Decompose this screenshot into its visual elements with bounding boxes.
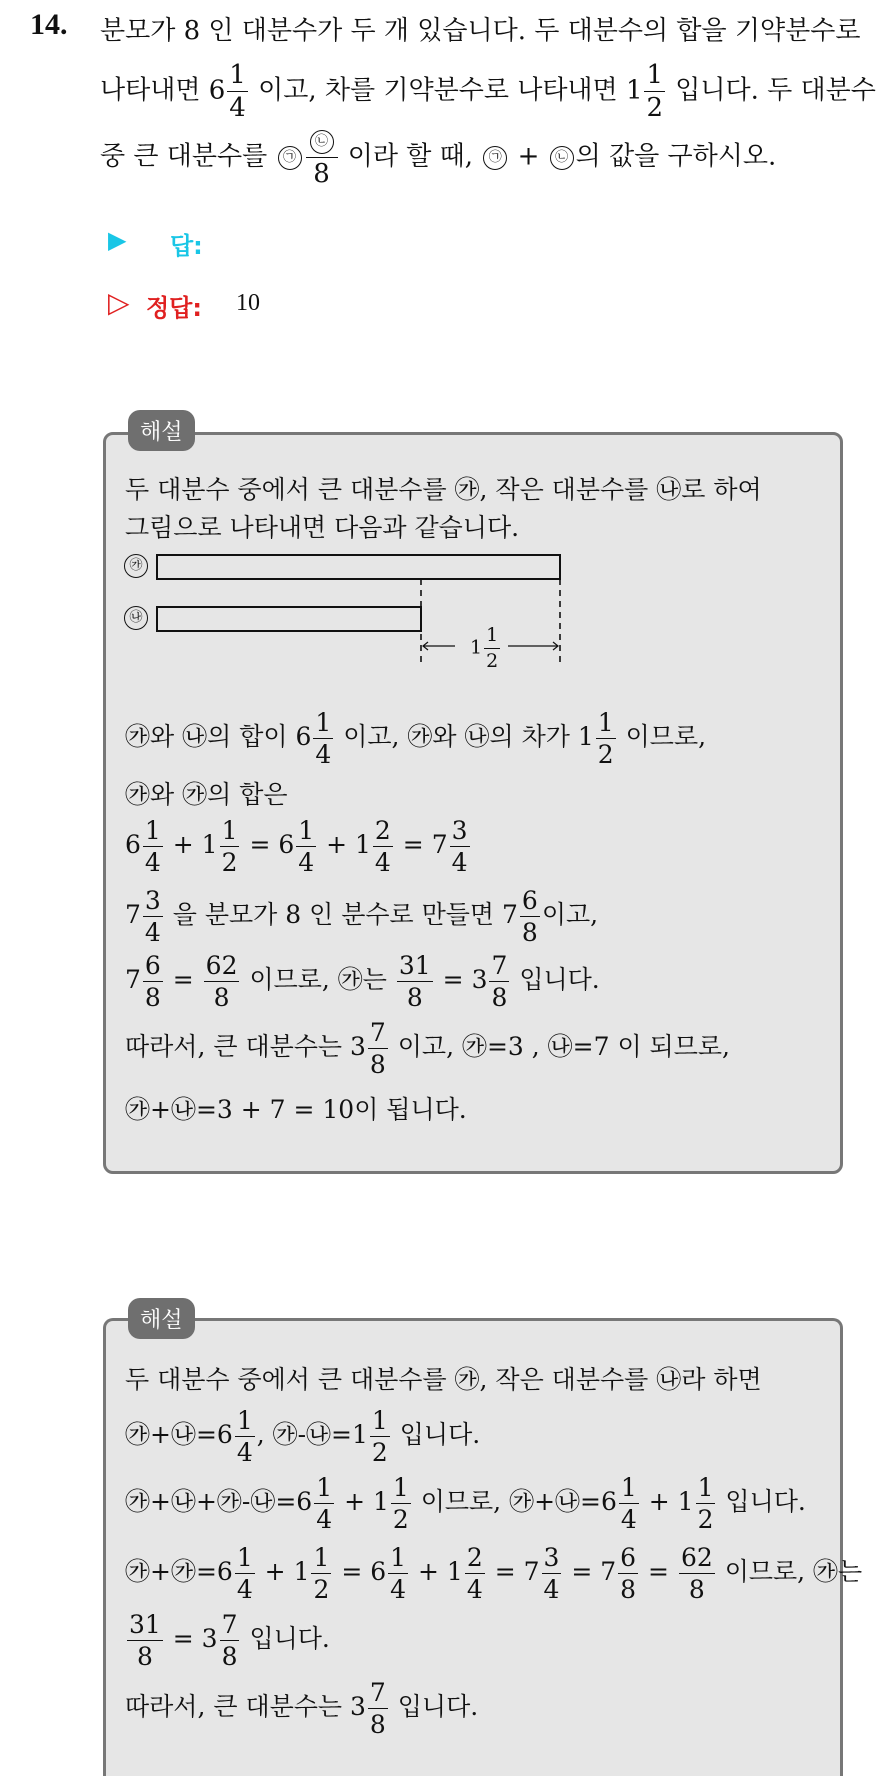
text: + 1	[344, 1487, 389, 1516]
text: ㉮+㉮=6	[125, 1557, 233, 1586]
denominator: 8	[521, 918, 538, 947]
solution-tag-2: 해설	[128, 1298, 195, 1339]
sol2-line-1: 두 대분수 중에서 큰 대분수를 ㉮, 작은 대분수를 ㉯라 하면	[125, 1365, 762, 1394]
sol1-line-7	[125, 953, 600, 1010]
denominator: 8	[221, 1642, 238, 1671]
fraction	[696, 1475, 716, 1532]
fraction	[143, 888, 163, 945]
denominator: 8	[144, 983, 161, 1012]
mixed-whole: 3	[350, 1032, 366, 1061]
numerator: 7	[369, 1678, 386, 1707]
sol2-line-4	[125, 1545, 862, 1602]
circled-letter: ㉠	[278, 146, 302, 170]
circled-letter: ㉠	[483, 146, 507, 170]
denominator: 2	[392, 1505, 409, 1534]
numerator: 31	[129, 1610, 161, 1639]
denominator: 4	[620, 1505, 637, 1534]
text: + 1	[648, 1487, 694, 1516]
fraction	[220, 1612, 240, 1669]
text: 따라서, 큰 대분수는	[125, 1032, 343, 1061]
question-line-3	[100, 128, 776, 187]
numerator: 1	[229, 60, 246, 90]
answer-arrow-icon: ▶	[108, 226, 127, 254]
operator: =	[402, 830, 424, 859]
numerator: 3	[543, 1543, 560, 1572]
denominator: 4	[316, 1505, 333, 1534]
denominator: 4	[543, 1575, 560, 1604]
mixed-whole: 7	[502, 900, 518, 929]
denominator: 4	[144, 918, 161, 947]
denominator: 4	[315, 740, 332, 769]
correct-answer-value: 10	[236, 290, 260, 316]
fraction	[306, 128, 338, 187]
sol1-line-8	[125, 1020, 730, 1077]
denominator: 2	[646, 93, 664, 123]
correct-arrow-icon: ▷	[108, 286, 130, 319]
text: 중 큰 대분수를	[100, 141, 268, 172]
text: , ㉮-㉯=1	[256, 1420, 368, 1449]
fraction	[235, 1545, 255, 1602]
correct-answer-label: 정답:	[146, 294, 202, 322]
denominator: 2	[371, 1438, 388, 1467]
fraction	[465, 1545, 485, 1602]
mixed-whole: 6	[295, 722, 312, 751]
denominator: 8	[679, 1573, 715, 1602]
text: 이고, 차를 기약분수로 나타내면	[258, 75, 618, 106]
sol1-line-5	[125, 818, 472, 875]
fraction	[520, 888, 540, 945]
fraction	[311, 1545, 331, 1602]
text: 나타내면	[100, 75, 201, 106]
mixed-whole: 7	[125, 900, 141, 929]
mixed-whole: 1	[470, 636, 483, 659]
denominator: 4	[451, 848, 468, 877]
fraction	[235, 1408, 255, 1465]
denominator: 4	[298, 848, 315, 877]
text: = 7	[571, 1557, 617, 1586]
text: 의 값을 구하시오.	[575, 141, 777, 172]
text: = 6	[341, 1557, 387, 1586]
denominator: 8	[397, 981, 433, 1010]
fraction	[679, 1545, 715, 1602]
fraction	[618, 1545, 638, 1602]
text: 입니다.	[725, 1487, 806, 1516]
text: 입니다. 두 대분수	[675, 75, 876, 106]
operator: =	[172, 965, 194, 994]
numerator: 62	[205, 951, 238, 980]
diagram-label-na: ㉯	[124, 606, 148, 630]
fraction	[368, 1020, 388, 1077]
fraction	[397, 953, 433, 1010]
fraction	[450, 818, 470, 875]
text: 이므로, ㉮는	[724, 1557, 863, 1586]
text: 이라 할 때,	[347, 141, 474, 172]
numerator: 1	[392, 1473, 409, 1502]
diagram-dimension	[470, 626, 502, 671]
fraction	[227, 62, 248, 121]
fraction	[542, 1545, 562, 1602]
denominator: 8	[620, 1575, 637, 1604]
mixed-whole: 1	[201, 830, 218, 859]
denominator: 4	[466, 1575, 483, 1604]
fraction	[127, 1612, 163, 1669]
mixed-whole: 1	[355, 830, 371, 859]
text: 이므로, ㉮는	[249, 965, 387, 994]
numerator: 1	[221, 816, 238, 845]
text: 이고, ㉮와 ㉯의 차가	[343, 722, 570, 751]
bar-diagram	[120, 545, 580, 670]
denominator: 2	[221, 848, 238, 877]
question-number: 14.	[30, 8, 68, 41]
numerator: 1	[298, 816, 315, 845]
numerator: 1	[316, 1473, 333, 1502]
denominator: 2	[313, 1575, 330, 1604]
sol1-line-9: ㉮+㉯=3 + 7 = 10이 됩니다.	[125, 1095, 467, 1124]
mixed-whole: 3	[471, 965, 488, 994]
denominator: 4	[144, 848, 161, 877]
fraction	[143, 818, 163, 875]
numerator: 6	[521, 886, 538, 915]
fraction	[489, 953, 509, 1010]
mixed-whole: 6	[208, 75, 226, 106]
solution-tag-1: 해설	[128, 410, 195, 451]
sol2-line-5	[125, 1612, 330, 1669]
numerator: 6	[620, 1543, 637, 1572]
denominator: 8	[491, 983, 508, 1012]
numerator: 6	[144, 951, 161, 980]
numerator: 7	[221, 1610, 238, 1639]
denominator: 4	[374, 848, 391, 877]
bar-large	[157, 555, 560, 579]
mixed-whole: 1	[577, 722, 594, 751]
fraction	[370, 1408, 390, 1465]
numerator: 1	[390, 1543, 407, 1572]
operator: +	[326, 830, 348, 859]
mixed-whole: 6	[278, 830, 295, 859]
sol1-line-6	[125, 888, 598, 945]
plus-sign: +	[517, 141, 540, 172]
sol1-line-1: 두 대분수 중에서 큰 대분수를 ㉮, 작은 대분수를 ㉯로 하여	[125, 475, 762, 504]
sol2-line-2	[125, 1408, 480, 1465]
numerator: 1	[597, 708, 614, 737]
text: 입니다.	[397, 1692, 479, 1721]
denominator: 8	[369, 1050, 386, 1079]
numerator: 31	[398, 951, 431, 980]
text: 을 분모가 8 인 분수로 만들면	[172, 900, 495, 929]
numerator: 1	[620, 1473, 637, 1502]
numerator: 1	[236, 1406, 253, 1435]
text: ㉮+㉯+㉮-㉯=6	[125, 1487, 313, 1516]
numerator: 7	[491, 951, 508, 980]
mixed-whole: 6	[125, 830, 141, 859]
text: 이고, ㉮=3 , ㉯=7 이 되므로,	[397, 1032, 730, 1061]
denominator: 2	[597, 740, 614, 769]
denominator: 8	[306, 157, 338, 187]
question-line-2	[100, 62, 876, 121]
numerator: 1	[315, 708, 332, 737]
numerator: 1	[646, 60, 664, 90]
fraction	[204, 953, 240, 1010]
fraction	[143, 953, 163, 1010]
numerator: 3	[451, 816, 468, 845]
numerator: 7	[369, 1018, 386, 1047]
denominator: 4	[390, 1575, 407, 1604]
fraction	[296, 818, 316, 875]
text: = 7	[494, 1557, 540, 1586]
fraction	[596, 710, 616, 767]
sol2-line-6	[125, 1680, 478, 1737]
circled-letter: ㉡	[550, 146, 574, 170]
text: 입니다.	[249, 1624, 330, 1653]
numerator: 1	[486, 624, 499, 646]
numerator: 1	[236, 1543, 253, 1572]
sol2-line-3	[125, 1475, 806, 1532]
numerator: 1	[144, 816, 161, 845]
numerator: 62	[680, 1543, 713, 1572]
fraction	[619, 1475, 639, 1532]
fraction	[388, 1545, 408, 1602]
text: =	[648, 1557, 669, 1586]
sol1-line-4: ㉮와 ㉮의 합은	[125, 780, 288, 809]
fraction	[313, 710, 333, 767]
fraction	[484, 626, 500, 671]
operator: =	[249, 830, 271, 859]
sol1-line-2: 그림으로 나타내면 다음과 같습니다.	[125, 513, 520, 542]
mixed-whole: 1	[625, 75, 643, 106]
answer-label: 답:	[170, 232, 203, 260]
fraction	[314, 1475, 334, 1532]
denominator: 8	[369, 1710, 386, 1739]
operator: =	[442, 965, 464, 994]
text: 입니다.	[519, 965, 600, 994]
denominator: 8	[204, 981, 240, 1010]
fraction	[644, 62, 665, 121]
numerator: 3	[144, 886, 161, 915]
denominator: 4	[236, 1575, 253, 1604]
fraction	[220, 818, 240, 875]
text: 이므로, ㉮+㉯=6	[420, 1487, 617, 1516]
numerator: 2	[374, 816, 391, 845]
denominator: 4	[229, 93, 246, 123]
denominator: 4	[236, 1438, 253, 1467]
numerator: 1	[697, 1473, 714, 1502]
text: + 1	[418, 1557, 463, 1586]
text: 이므로,	[625, 722, 707, 751]
text: + 1	[264, 1557, 310, 1586]
numerator: 1	[371, 1406, 388, 1435]
text: ㉮+㉯=6	[125, 1420, 233, 1449]
numerator: 1	[313, 1543, 330, 1572]
numerator: 2	[466, 1543, 483, 1572]
sol1-line-3	[125, 710, 706, 767]
denominator: 8	[127, 1640, 163, 1669]
text: 입니다.	[399, 1420, 481, 1449]
fraction	[373, 818, 393, 875]
denominator: 2	[697, 1505, 714, 1534]
bar-small	[157, 607, 421, 631]
text: 따라서, 큰 대분수는 3	[125, 1692, 366, 1721]
fraction	[391, 1475, 411, 1532]
mixed-whole: 7	[431, 830, 448, 859]
mixed-whole: 7	[125, 965, 141, 994]
text: = 3	[172, 1624, 218, 1653]
text: 이고,	[541, 900, 599, 929]
fraction	[368, 1680, 388, 1737]
circled-letter: ㉡	[310, 130, 334, 154]
denominator: 2	[486, 650, 499, 672]
question-line-1: 분모가 8 인 대분수가 두 개 있습니다. 두 대분수의 합을 기약분수로	[100, 16, 861, 46]
operator: +	[172, 830, 194, 859]
diagram-label-ga: ㉮	[124, 554, 148, 578]
text: ㉮와 ㉯의 합이	[125, 722, 288, 751]
